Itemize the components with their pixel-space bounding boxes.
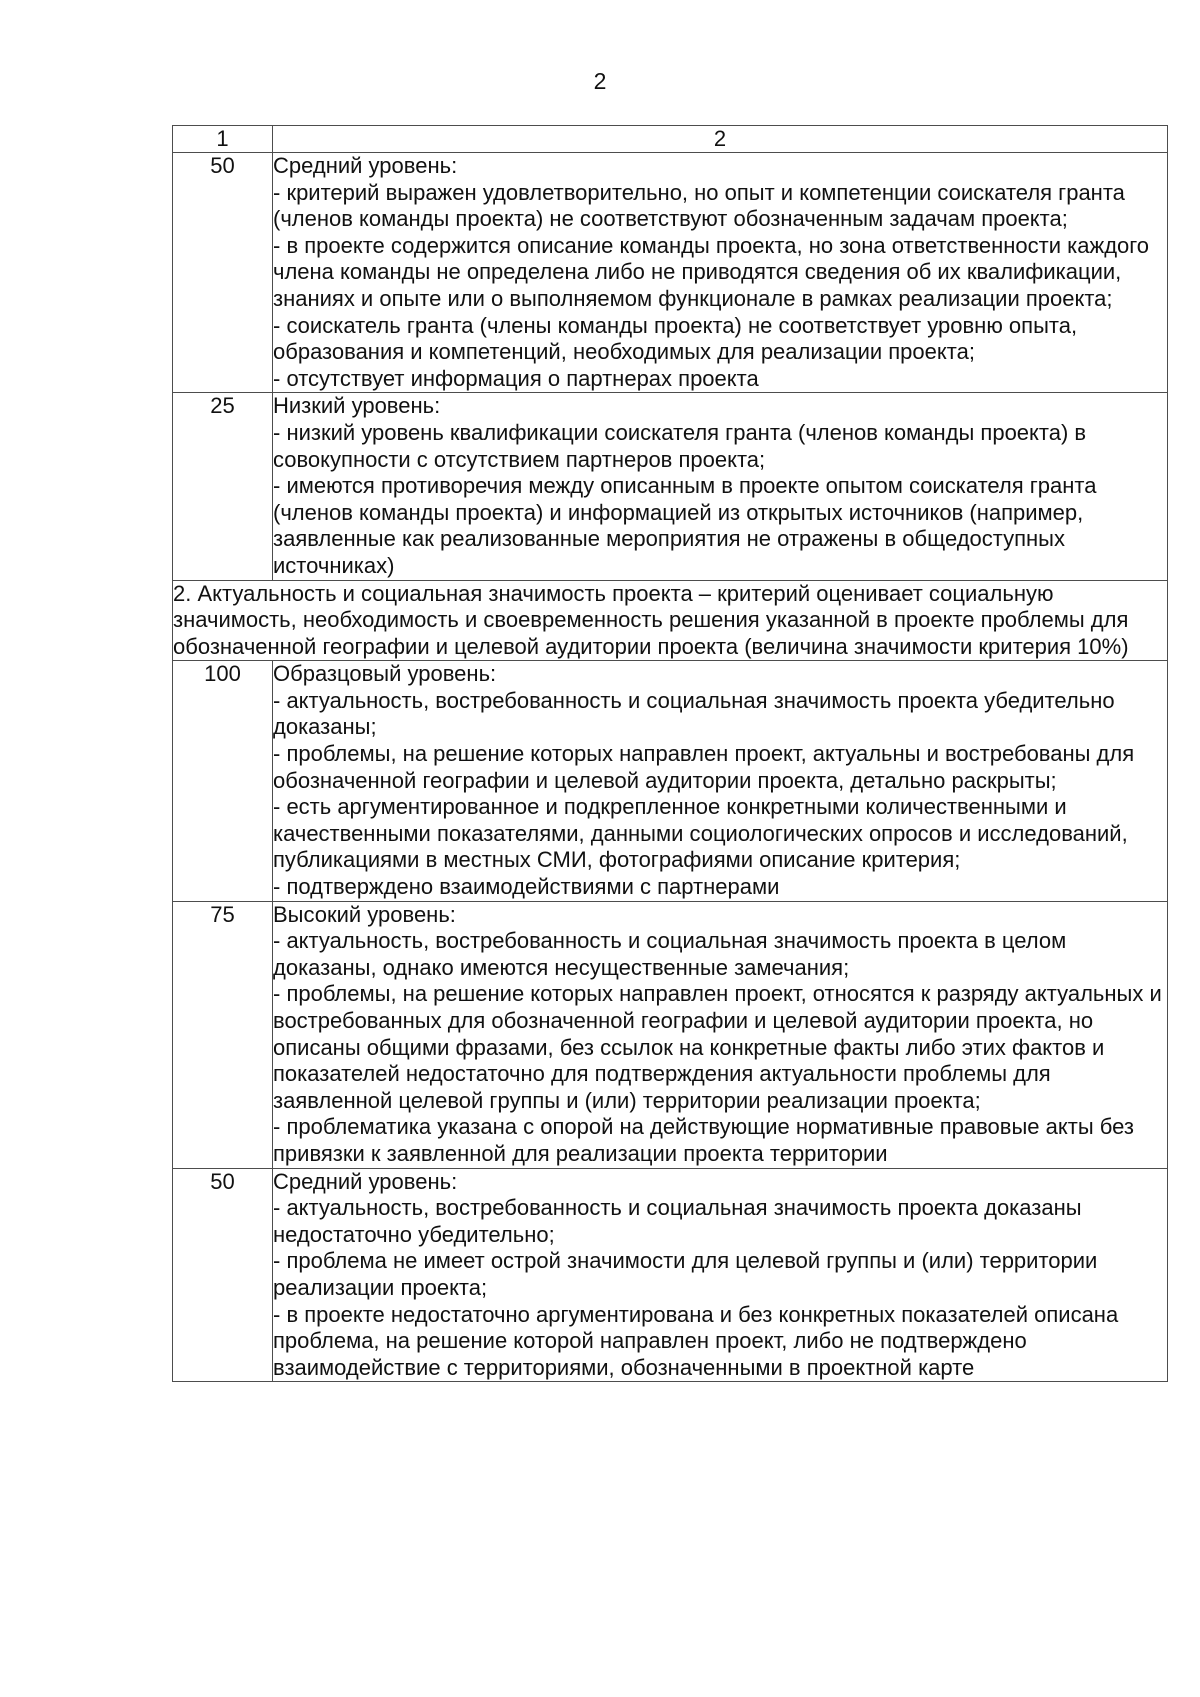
column-header-description: 2: [273, 126, 1168, 153]
description-cell: [273, 393, 1168, 580]
score-cell: 50: [173, 153, 273, 393]
description-cell: [273, 1168, 1168, 1382]
criterion-point: - проблематика указана с опорой на действующие нормативные правовые акты без привязки к заявленной для реализации проекта территории: [273, 1114, 1134, 1166]
criterion-point: - имеются противоречия между описанным в проекте опытом соискателя гранта (членов команды проекта) и информацией из открытых источников (например, заявленные как реализованные мероприятия не отражены в общедоступных источниках): [273, 473, 1097, 578]
level-title: Образцовый уровень:: [273, 661, 497, 687]
section-heading: 2. Актуальность и социальная значимость проекта – критерий оценивает социальную значимость, необходимость и своевременность решения указанной в проекте проблемы для обозначенной географии и целевой аудитории проекта (величина значимости критерия 10%): [173, 580, 1168, 661]
level-title: Низкий уровень:: [273, 393, 441, 419]
table-row: [173, 901, 1168, 1168]
description-cell: [273, 153, 1168, 393]
table-header-row: [173, 126, 1168, 153]
table-row: [173, 1168, 1168, 1382]
criterion-point: - проблема не имеет острой значимости для целевой группы и (или) территории реализации проекта;: [273, 1248, 1098, 1300]
criterion-point: - в проекте содержится описание команды проекта, но зона ответственности каждого члена команды не определена либо не приводятся сведения об их квалификации, знаниях и опыте или о выполняемом функционале в рамках реализации проекта;: [273, 232, 1150, 311]
criteria-table: [172, 125, 1168, 1382]
level-title: Средний уровень:: [273, 153, 458, 178]
criterion-point: - подтверждено взаимодействиями с партнерами: [273, 874, 780, 900]
description-cell: [273, 901, 1168, 1168]
section-row: [173, 580, 1168, 661]
criterion-point: - в проекте недостаточно аргументирована и без конкретных показателей описана проблема, на решение которой направлен проект, либо не подтверждено взаимодействие с территориями, обозначенными в проектной карте: [273, 1301, 1119, 1380]
page-number: 2: [593, 68, 607, 94]
table-row: [173, 661, 1168, 901]
criterion-point: - актуальность, востребованность и социальная значимость проекта в целом доказаны, однако имеются несущественные замечания;: [273, 928, 1067, 980]
score-cell: 100: [173, 661, 273, 901]
criterion-point: - низкий уровень квалификации соискателя гранта (членов команды проекта) в совокупности с отсутствием партнеров проекта;: [273, 419, 1087, 472]
criterion-point: - есть аргументированное и подкрепленное конкретными количественными и качественными показателями, данными социологических опросов и исследований, публикациями в местных СМИ, фотографиями описание критерия;: [273, 794, 1128, 873]
criterion-point: - отсутствует информация о партнерах проекта: [273, 365, 759, 391]
criterion-point: - актуальность, востребованность и социальная значимость проекта доказаны недостаточно убедительно;: [273, 1195, 1082, 1247]
description-cell: [273, 661, 1168, 901]
score-cell: 75: [173, 901, 273, 1168]
score-cell: 25: [173, 393, 273, 580]
column-header-score: 1: [173, 126, 273, 153]
score-cell: 50: [173, 1168, 273, 1382]
level-title: Средний уровень:: [273, 1168, 458, 1194]
criterion-point: - критерий выражен удовлетворительно, но опыт и компетенции соискателя гранта (членов команды проекта) не соответствуют обозначенным задачам проекта;: [273, 179, 1125, 232]
level-title: Высокий уровень:: [273, 901, 456, 927]
criterion-point: - проблемы, на решение которых направлен проект, относятся к разряду актуальных и востребованных для обозначенной географии и целевой аудитории проекта, но описаны общими фразами, без ссылок на конкретные факты либо этих фактов и показателей недостаточно для подтверждения актуальности проблемы для заявленной целевой группы и (или) территории реализации проекта;: [273, 981, 1162, 1113]
table-row: [173, 153, 1168, 393]
table-row: [173, 393, 1168, 580]
criterion-point: - соискатель гранта (члены команды проекта) не соответствует уровню опыта, образования и компетенций, необходимых для реализации проекта;: [273, 312, 1078, 365]
criterion-point: - актуальность, востребованность и социальная значимость проекта убедительно доказаны;: [273, 687, 1115, 740]
criteria-table-body: [173, 153, 1168, 1382]
criterion-point: - проблемы, на решение которых направлен проект, актуальны и востребованы для обозначенной географии и целевой аудитории проекта, детально раскрыты;: [273, 741, 1135, 793]
